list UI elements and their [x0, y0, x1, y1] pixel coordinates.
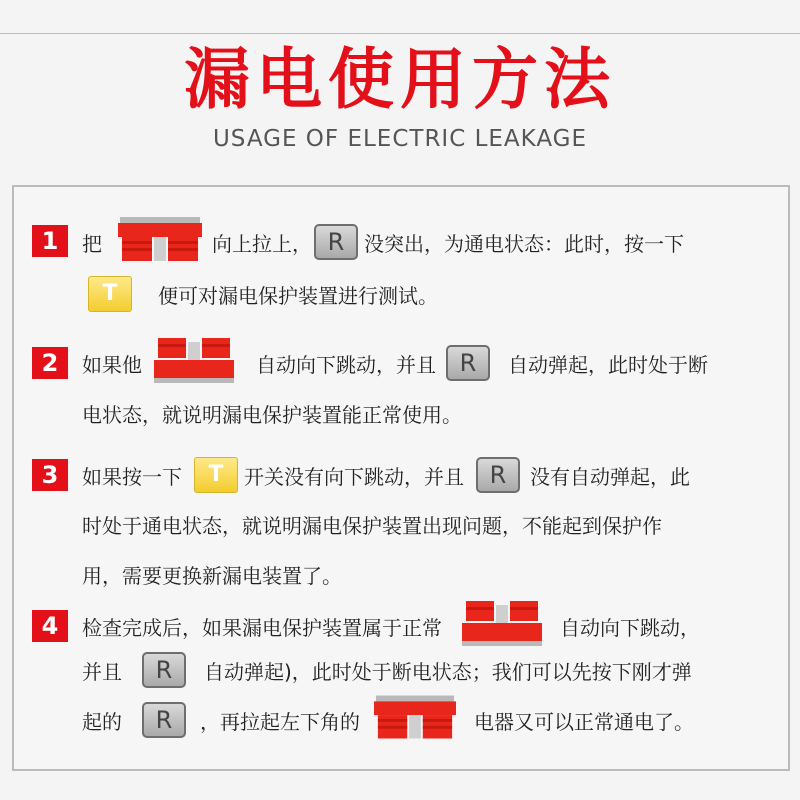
step-text: 开关没有向下跳动，并且	[244, 464, 464, 489]
instructions-panel	[12, 185, 790, 771]
t-button-icon: T	[88, 276, 132, 312]
step-3-line-2	[82, 501, 662, 547]
step-text: 向上拉上，	[212, 231, 312, 256]
step-text: 自动向下跳动，	[560, 615, 700, 640]
switch-down-icon	[154, 338, 234, 389]
step-text: 没突出，为通电状态：此时，按一下	[364, 231, 684, 256]
step-3-line-3	[82, 551, 342, 597]
step-3-line-1	[82, 452, 690, 498]
step-text: 把	[82, 231, 102, 256]
step-text: 自动弹起，此时处于断	[508, 352, 708, 377]
switch-down-icon	[462, 601, 542, 652]
step-text: 如果按一下	[82, 464, 182, 489]
step-text: 用，需要更换新漏电装置了。	[82, 563, 342, 588]
step-text: 自动向下跳动，并且	[256, 352, 436, 377]
switch-up-icon	[118, 217, 202, 268]
step-1-line-2	[88, 271, 438, 317]
top-divider	[0, 33, 800, 34]
step-text: 自动弹起)，此时处于断电状态；我们可以先按下刚才弹	[204, 659, 692, 684]
step-text: 便可对漏电保护装置进行测试。	[158, 283, 438, 308]
step-text: 并且	[82, 659, 122, 684]
step-2-line-1	[82, 340, 708, 386]
step-number-3: 3	[32, 459, 68, 491]
r-button-icon: R	[142, 652, 186, 688]
step-text: 起的	[82, 709, 122, 734]
step-text: 电器又可以正常通电了。	[474, 709, 694, 734]
r-button-icon: R	[142, 702, 186, 738]
r-button-icon: R	[476, 457, 520, 493]
step-text: 没有自动弹起，此	[530, 464, 690, 489]
step-text: 电状态，就说明漏电保护装置能正常使用。	[82, 402, 462, 427]
page-subtitle: USAGE OF ELECTRIC LEAKAGE	[212, 126, 588, 152]
step-4-line-3	[82, 697, 694, 743]
step-number-1: 1	[32, 225, 68, 257]
r-button-icon: R	[314, 224, 358, 260]
page-title: 漏电使用方法	[184, 41, 616, 118]
step-text: 时处于通电状态，就说明漏电保护装置出现问题，不能起到保护作	[82, 513, 662, 538]
step-number-2: 2	[32, 347, 68, 379]
step-4-line-2	[82, 647, 692, 693]
step-text: ，再拉起左下角的	[200, 709, 360, 734]
step-text: 如果他	[82, 352, 142, 377]
step-2-line-2	[82, 390, 462, 436]
step-1-line-1	[82, 219, 684, 265]
step-number-4: 4	[32, 610, 68, 642]
step-4-line-1	[82, 603, 700, 649]
r-button-icon: R	[446, 345, 490, 381]
t-button-icon: T	[194, 457, 238, 493]
step-text: 检查完成后，如果漏电保护装置属于正常	[82, 615, 442, 640]
switch-up-icon	[374, 695, 456, 746]
